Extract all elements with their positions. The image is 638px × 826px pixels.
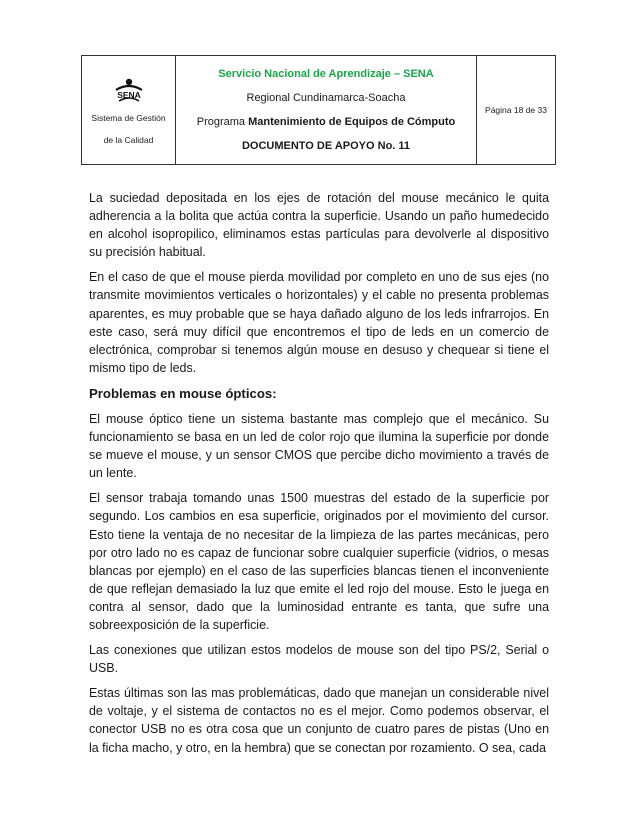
paragraph-sensor: El sensor trabaja tomando unas 1500 muestras del estado de la superficie por segundo. Los cambios en esa superficie, originados por el movimiento del cursor. Esto tiene la ventaja de no necesitar de la limpieza de las partes mecánicas, pero por otro lado no es capaz de funcionar sobre cualquier superficie (vidrios, o mesas blancas por ejemplo) en el caso de las superficies blancas tienen el inconveniente de que reflejan demasiado la luz que emite el led rojo del mouse. Esto le juega en contra al sensor, dado que la luminosidad entrante es tanta, que sufre una sobreexposición de la superficie. [89,491,549,632]
institution-cell [176,56,477,165]
document-header [81,55,556,165]
sena-logo [109,77,149,107]
logo-text: SENA [116,90,141,100]
paragraph-connections: Las conexiones que utilizan estos modelos de mouse son del tipo PS/2, Serial o USB. [89,643,549,676]
page-number: Página 18 de 33 [485,105,547,115]
regional-name: Regional Cundinamarca-Soacha [246,92,406,104]
institution-name: Servicio Nacional de Aprendizaje – SENA [218,68,434,80]
program-name: Mantenimiento de Equipos de Cómputo [248,116,456,128]
program-prefix: Programa [196,116,249,128]
quality-system-cell [82,56,176,165]
system-label-line2: de la Calidad [103,135,154,145]
paragraph-optical-system: El mouse óptico tiene un sistema bastante mas complejo que el mecánico. Su funcionamiento se basa en un led de color rojo que ilumina la superficie por donde se mueve el mouse, y un sensor CMOS que percibe dicho movimiento a través de un lente. [89,411,549,481]
page-cell [477,56,556,165]
document-title: DOCUMENTO DE APOYO No. 11 [241,140,411,152]
paragraph-infrared-leds: En el caso de que el mouse pierda movilidad por completo en uno de sus ejes (no transmite movimientos verticales o horizontales) y el cable no presenta problemas aparentes, es muy probable que se haya dañado alguno de los leds infrarrojos. En este caso, será muy difícil que encontremos el tipo de leds en un comercio de electrónica, comprobar si tenemos algún mouse en desuso y chequear si tiene el mismo tipo de leds. [89,270,549,375]
paragraph-usb: Estas últimas son las mas problemáticas, dado que manejan un considerable nivel de voltaje, y el sistema de contactos no es el mejor. Como podemos observar, el conector USB no es otra cosa que un conjunto de cuatro pares de pistas (Uno en la ficha macho, y otro, en la hembra) que se conectan por rozamiento. O sea, cada [89,686,549,755]
system-label-line1: Sistema de Gestión [91,113,166,123]
section-heading-optical-mouse: Problemas en mouse ópticos: [89,385,277,401]
program-line [176,115,476,129]
paragraph-mechanical-cleaning: La suciedad depositada en los ejes de rotación del mouse mecánico le quita adherencia a la bolita que actúa contra la superficie. Usando un paño humedecido en alcohol isopropilico, eliminamos estas partículas para devolverle al dispositivo su precisión habitual. [89,191,549,260]
document-body [89,189,549,757]
